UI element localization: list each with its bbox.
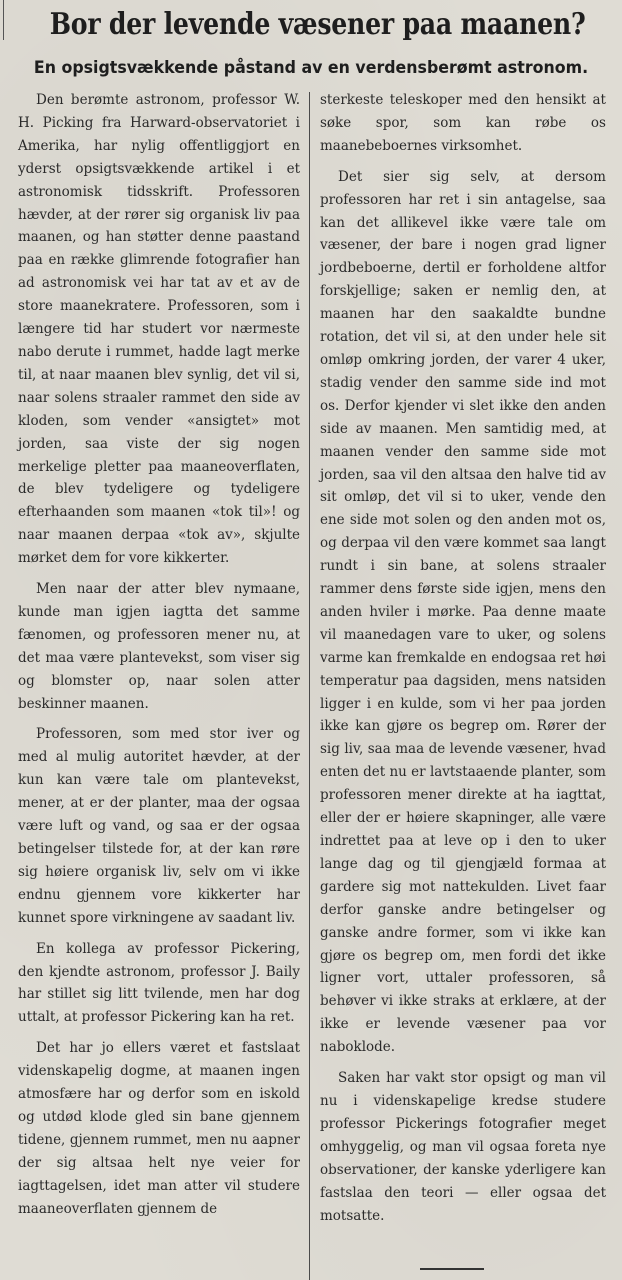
right-column — [320, 89, 606, 1235]
page-edge-rule — [3, 0, 4, 40]
paragraph-continuation: sterkeste teleskoper med den hensikt at søke spor, som kan røbe os maanebeboernes virksomhet. — [320, 92, 606, 154]
paragraph: Men naar der atter blev nymaane, kunde man igjen iagtta det samme fænomen, og professoren mener nu, at det maa være plantevekst, som viser sig og blomster op, naar solen atter beskinner maanen. — [18, 581, 300, 712]
article-headline: Bor der levende væsener paa maanen? — [49, 7, 586, 42]
article-end-rule — [420, 1268, 484, 1270]
column-divider — [309, 92, 310, 1280]
paragraph: Professoren, som med stor iver og med al mulig autoritet hævder, at der kun kan være tale om plantevekst, mener, at er der planter, maa der ogsaa være luft og vand, og saa er der ogsaa betingelser tilstede for, at der kan røre sig høiere organisk liv, selv om vi ikke endnu gjennem vore kikkerter har kunnet spore virkningene av saadant liv. — [18, 726, 300, 926]
left-column — [18, 89, 300, 1229]
paragraph: Det sier sig selv, at dersom professoren har ret i sin antagelse, saa kan det allikevel ikke være tale om væsener, der bare i nogen grad ligner jordbeboerne, dertil er forholdene altfor forskjellige; saken er nemlig den, at maanen har den saakaldte bundne rotation, det vil si, at den under hele sit omløp omkring jorden, der varer 4 uker, stadig vender den samme side ind mot os. Derfor kjender vi slet ikke den anden side av maanen. Men samtidig med, at maanen vender den samme side mot jorden, saa vil den altsaa den halve tid av sit omløp, det vil si to uker, vende den ene side mot solen og den anden mot os, og derpaa vil den være kommet saa langt rundt i sin bane, at solens straaler rammer dens første side igjen, mens den anden hviler i mørke. Paa denne maate vil maanedagen vare to uker, og solens varme kan fremkalde en endogsaa ret høi temperatur paa dagsiden, mens natsiden ligger i en kulde, som vi her paa jorden ikke kan gjøre os begrep om. Rører der sig liv, saa maa de levende væsener, hvad enten det nu er lavtstaaende planter, som professoren mener direkte at ha iagttat, eller der er høiere skapninger, alle være indrettet paa at leve op i den to uker lange dag og til gjengjæld formaa at gardere sig mot nattekulden. Livet faar derfor ganske andre betingelser og ganske andre former, som vi ikke kan gjøre os begrep om, men fordi det ikke ligner vort, uttaler professoren, så behøver vi ikke straks at erklære, at der ikke er levende væsener paa vor naboklode. — [320, 168, 606, 1056]
paragraph: Saken har vakt stor opsigt og man vil nu i videnskapelige kredse studere professor Pickerings fotografier meget omhyggelig, og man vil ogsaa foreta nye observationer, der kanske yderligere kan fastslaa den teori — eller ogsaa det motsatte. — [320, 1070, 606, 1224]
paragraph: En kollega av professor Pickering, den kjendte astronom, professor J. Baily har stillet sig litt tvilende, men har dog uttalt, at professor Pickering kan ha ret. — [18, 940, 300, 1026]
paragraph: Den berømte astronom, professor W. H. Picking fra Harward-observatoriet i Amerika, har nylig offentliggjort en yderst opsigtsvækkende artikel i et astronomisk tidsskrift. Professoren hævder, at der rører sig organisk liv paa maanen, og han støtter denne paastand paa en række glimrende fotografier han ad astronomisk vei har tat av et av de store maanekratere. Professoren, som i længere tid har studert vor nærmeste nabo derute i rummet, hadde lagt merke til, at naar maanen blev synlig, det vil si, naar solens straaler rammet den side av kloden, som vender «ansigtet» mot jorden, saa viste der sig nogen merkelige pletter paa maaneoverflaten, de blev tydeligere og tydeligere efterhaanden som maanen «tok til»! og naar maanen derpaa «tok av», skjulte mørket dem for vore kikkerter. — [18, 92, 300, 567]
paragraph: Det har jo ellers været et fastslaat videnskapelig dogme, at maanen ingen atmosfære har og derfor som en iskold og utdød klode gled sin bane gjennem tidene, gjennem rummet, men nu aapner der sig altsaa helt nye veier for iagttagelsen, idet man atter vil studere maaneoverflaten gjennem de — [18, 1040, 300, 1217]
article-subheadline: En opsigtsvækkende påstand av en verdensberømt astronom. — [33, 58, 589, 78]
